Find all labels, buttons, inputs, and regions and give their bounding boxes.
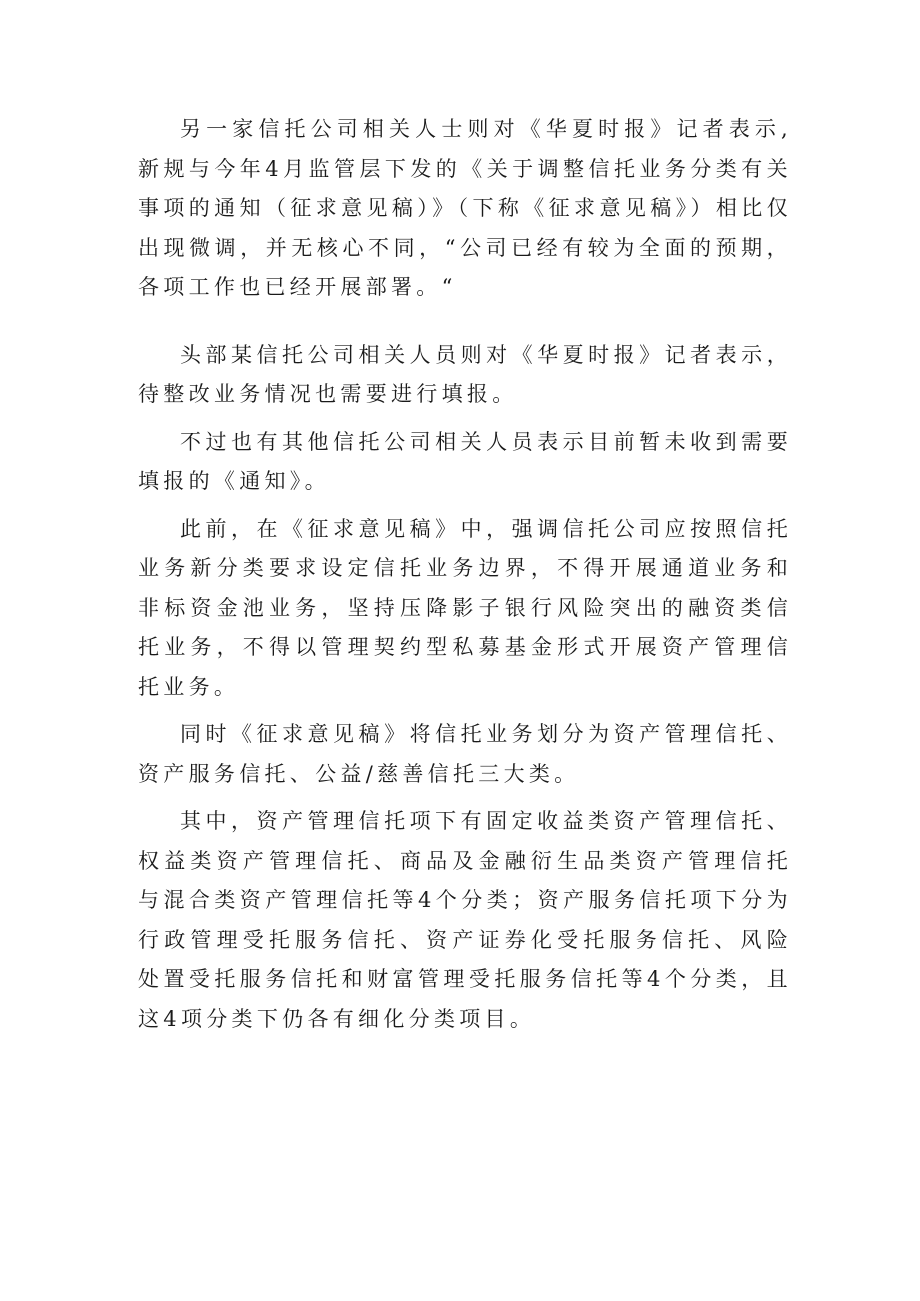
paragraph-5: 同时《征求意见稿》将信托业务划分为资产管理信托、资产服务信托、公益/慈善信托三大类。 xyxy=(138,722,792,786)
paragraph-6: 其中，资产管理信托项下有固定收益类资产管理信托、权益类资产管理信托、商品及金融衍生品类资产管理信托与混合类资产管理信托等4个分类；资产服务信托项下分为行政管理受托服务信托、资产证券化受托服务信托、风险处置受托服务信托和财富管理受托服务信托等4个分类，且这4项分类下仍各有细化分类项目。 xyxy=(138,809,792,1031)
paragraph-2: 头部某信托公司相关人员则对《华夏时报》记者表示，待整改业务情况也需要进行填报。 xyxy=(138,342,792,406)
article-body xyxy=(138,110,792,1047)
paragraph-1: 另一家信托公司相关人士则对《华夏时报》记者表示,新规与今年4月监管层下发的《关于调整信托业务分类有关事项的通知（征求意见稿）》（下称《征求意见稿》）相比仅出现微调，并无核心不同，“公司已经有较为全面的预期，各项工作也已经开展部署。“ xyxy=(138,117,792,299)
paragraph-3: 不过也有其他信托公司相关人员表示目前暂未收到需要填报的《通知》。 xyxy=(138,429,792,493)
paragraph-4: 此前，在《征求意见稿》中，强调信托公司应按照信托业务新分类要求设定信托业务边界，不得开展通道业务和非标资金池业务，坚持压降影子银行风险突出的融资类信托业务，不得以管理契约型私募基金形式开展资产管理信托业务。 xyxy=(138,516,792,699)
